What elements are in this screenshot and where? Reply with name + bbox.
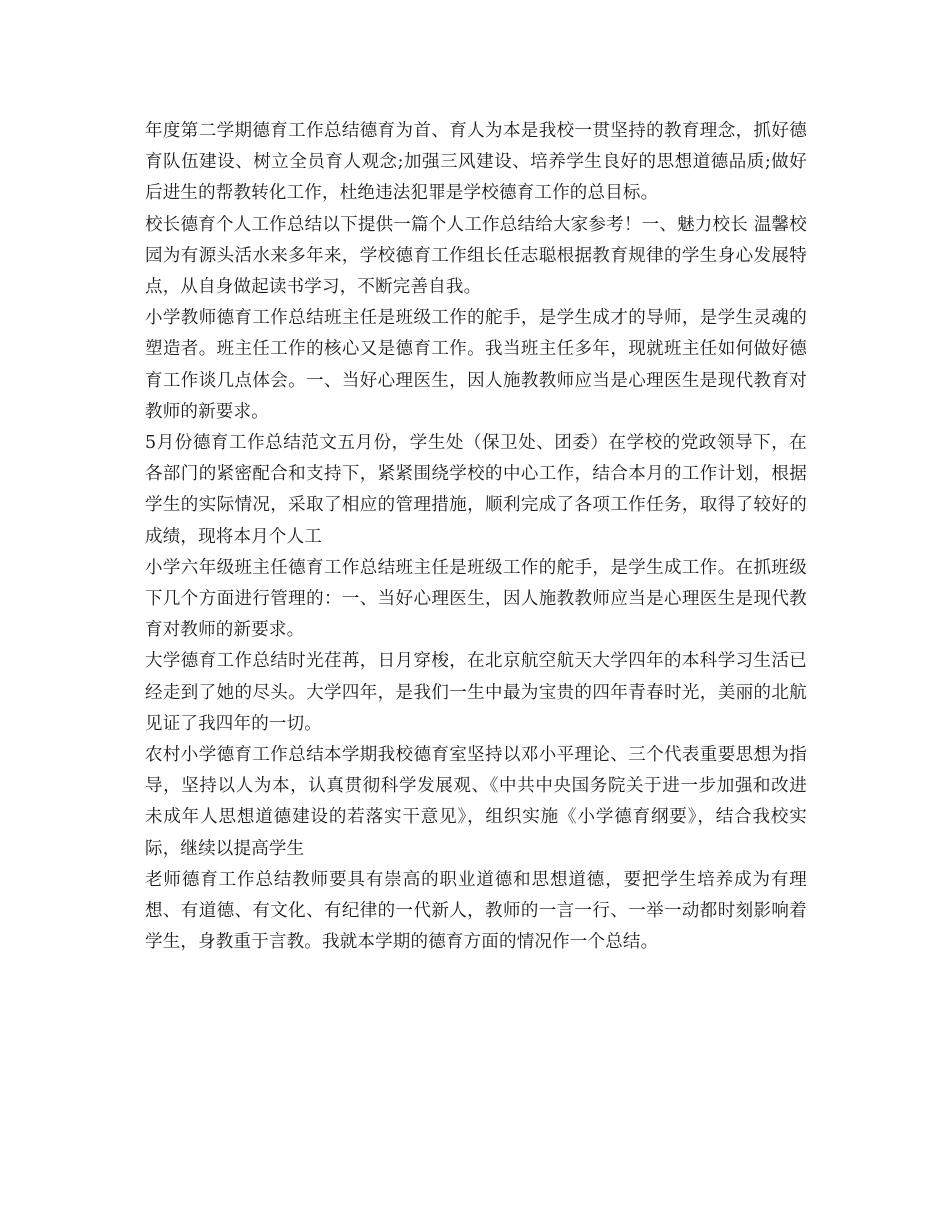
paragraph-5: 小学六年级班主任德育工作总结班主任是班级工作的舵手，是学生成工作。在抓班级下几个方面进行管理的：一、当好心理医生，因人施教教师应当是心理医生是现代教育对教师的新要求。 xyxy=(145,557,807,641)
paragraph-2: 校长德育个人工作总结以下提供一篇个人工作总结给大家参考！一、魅力校长 温馨校园为有源头活水来多年来，学校德育工作组长任志聪根据教育规律的学生身心发展特点，从自身做起读书学习，不断完善自我。 xyxy=(145,214,807,298)
paragraph-8: 老师德育工作总结教师要具有崇高的职业道德和思想道德，要把学生培养成为有理想、有道德、有文化、有纪律的一代新人，教师的一言一行、一举一动都时刻影响着学生，身教重于言教。我就本学期的德育方面的情况作一个总结。 xyxy=(145,869,807,953)
paragraph-3: 小学教师德育工作总结班主任是班级工作的舵手，是学生成才的导师，是学生灵魂的塑造者。班主任工作的核心又是德育工作。我当班主任多年，现就班主任如何做好德育工作谈几点体会。一、当好心理医生，因人施教教师应当是心理医生是现代教育对教师的新要求。 xyxy=(145,308,807,422)
paragraph-6: 大学德育工作总结时光荏苒，日月穿梭，在北京航空航天大学四年的本科学习生活已经走到了她的尽头。大学四年，是我们一生中最为宝贵的四年青春时光，美丽的北航见证了我四年的一切。 xyxy=(145,651,807,734)
paragraph-1: 年度第二学期德育工作总结德育为首、育人为本是我校一贯坚持的教育理念，抓好德育队伍建设、树立全员育人观念;加强三风建设、培养学生良好的思想道德品质;做好后进生的帮教转化工作，杜绝违法犯罪是学校德育工作的总目标。 xyxy=(145,121,807,204)
paragraph-4: 5月份德育工作总结范文五月份，学生处（保卫处、团委）在学校的党政领导下，在各部门的紧密配合和支持下，紧紧围绕学校的中心工作，结合本月的工作计划，根据学生的实际情况，采取了相应的管理措施，顺利完成了各项工作任务，取得了较好的成绩，现将本月个人工 xyxy=(145,433,807,547)
document-body xyxy=(145,116,807,958)
paragraph-7: 农村小学德育工作总结本学期我校德育室坚持以邓小平理论、三个代表重要思想为指导，坚持以人为本，认真贯彻科学发展观、《中共中央国务院关于进一步加强和改进未成年人思想道德建设的若落实干意见》，组织实施《小学德育纲要》，结合我校实际，继续以提高学生 xyxy=(145,745,807,859)
